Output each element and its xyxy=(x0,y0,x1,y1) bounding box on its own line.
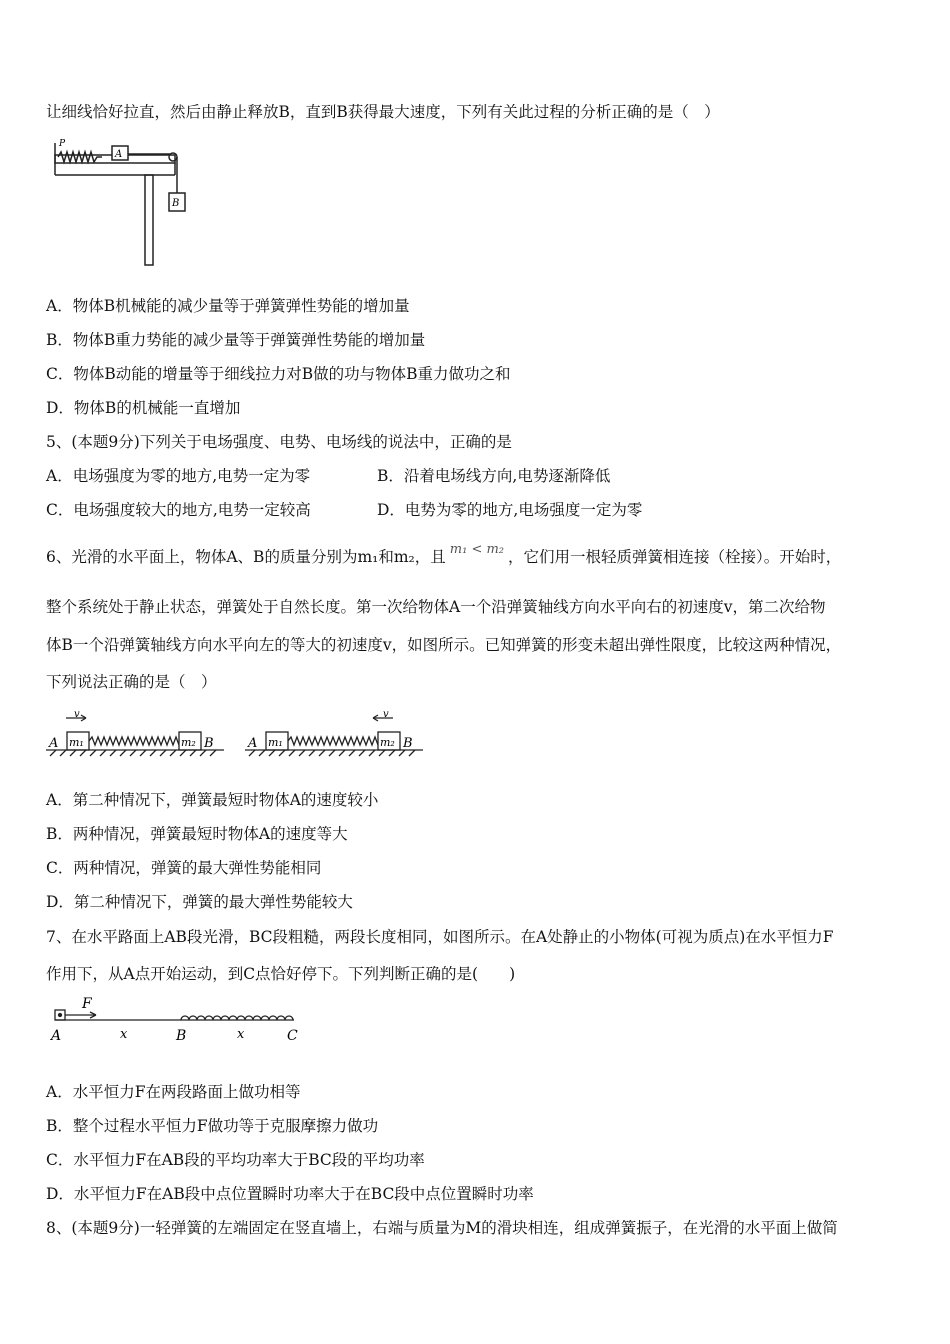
question-4-intro: 让细线恰好拉直，然后由静止释放B，直到B获得最大速度，下列有关此过程的分析正确的是（ ） xyxy=(46,103,720,121)
label-a: A xyxy=(51,1028,62,1044)
q6-text-part1: 6、光滑的水平面上，物体A、B的质量分别为m₁和m₂，且 xyxy=(46,548,446,566)
q6-text-part2: ，它们用一根轻质弹簧相连接（栓接）。开始时， xyxy=(508,548,842,566)
q5-option-a[interactable]: A．电场强度为零的地方,电势一定为零 xyxy=(46,467,311,485)
question-8-line-1: 8、(本题9分)一轻弹簧的左端固定在竖直墙上，右端与质量为M的滑块相连，组成弹簧振子，在光滑的水平面上做简 xyxy=(46,1219,838,1237)
question-7-line-2: 作用下，从A点开始运动，到C点恰好停下。下列判断正确的是( ) xyxy=(46,965,516,983)
q5-option-c[interactable]: C．电场强度较大的地方,电势一定较高 xyxy=(46,501,311,519)
label-v: v xyxy=(74,709,80,720)
label-b: B xyxy=(176,1028,187,1044)
question-6-line-3: 体B一个沿弹簧轴线方向水平向左的等大的初速度v，如图所示。已知弹簧的形变未超出弹性限度，比较这两种情况， xyxy=(46,636,842,654)
label-b: B xyxy=(172,198,180,209)
q6-formula: m₁ < m₂ xyxy=(449,542,505,557)
q4-option-b[interactable]: B．物体B重力势能的减少量等于弹簧弹性势能的增加量 xyxy=(46,331,426,349)
q4-option-c[interactable]: C．物体B动能的增量等于细线拉力对B做的功与物体B重力做功之和 xyxy=(46,365,511,383)
q5-option-d[interactable]: D．电势为零的地方,电场强度一定为零 xyxy=(377,501,643,519)
label-a: A xyxy=(248,736,258,751)
q4-option-a[interactable]: A．物体B机械能的减少量等于弹簧弹性势能的增加量 xyxy=(46,297,410,315)
label-x2: x xyxy=(237,1027,245,1042)
label-m1: m₁ xyxy=(69,736,84,749)
label-m2: m₂ xyxy=(181,736,196,749)
label-a: A xyxy=(115,149,123,160)
label-m2: m₂ xyxy=(380,736,395,749)
label-a: A xyxy=(49,736,59,751)
q4-option-d[interactable]: D．物体B的机械能一直增加 xyxy=(46,399,241,417)
question-5-stem: 5、(本题9分)下列关于电场强度、电势、电场线的说法中，正确的是 xyxy=(46,433,512,451)
question-6-line-1 xyxy=(46,542,842,569)
figure-spring-pulley xyxy=(50,135,200,270)
question-6-line-4: 下列说法正确的是（ ） xyxy=(46,673,217,691)
figure-spring-case-1 xyxy=(46,708,226,760)
q7-option-a[interactable]: A．水平恒力F在两段路面上做功相等 xyxy=(46,1083,301,1101)
label-b: B xyxy=(204,736,214,751)
label-v: v xyxy=(383,709,389,720)
q7-option-c[interactable]: C．水平恒力F在AB段的平均功率大于BC段的平均功率 xyxy=(46,1151,425,1169)
label-b: B xyxy=(403,736,413,751)
q7-option-d[interactable]: D．水平恒力F在AB段中点位置瞬时功率大于在BC段中点位置瞬时功率 xyxy=(46,1185,534,1203)
figure-track xyxy=(46,995,306,1045)
q7-option-b[interactable]: B．整个过程水平恒力F做功等于克服摩擦力做功 xyxy=(46,1117,379,1135)
label-f: F xyxy=(82,996,92,1012)
q6-option-b[interactable]: B．两种情况，弹簧最短时物体A的速度等大 xyxy=(46,825,348,843)
q6-option-d[interactable]: D．第二种情况下，弹簧的最大弹性势能较大 xyxy=(46,893,353,911)
label-x1: x xyxy=(120,1027,128,1042)
label-c: C xyxy=(287,1028,298,1044)
q5-option-b[interactable]: B．沿着电场线方向,电势逐渐降低 xyxy=(377,467,611,485)
q6-option-a[interactable]: A．第二种情况下，弹簧最短时物体A的速度较小 xyxy=(46,791,379,809)
q6-option-c[interactable]: C．两种情况，弹簧的最大弹性势能相同 xyxy=(46,859,322,877)
question-7-line-1: 7、在水平路面上AB段光滑，BC段粗糙，两段长度相同，如图所示。在A处静止的小物体(可视为质点)在水平恒力F xyxy=(46,928,834,946)
figure-spring-case-2 xyxy=(245,708,425,760)
question-6-line-2: 整个系统处于静止状态，弹簧处于自然长度。第一次给物体A一个沿弹簧轴线方向水平向右的初速度v，第二次给物 xyxy=(46,598,826,616)
label-m1: m₁ xyxy=(268,736,283,749)
label-p: P xyxy=(59,139,66,149)
